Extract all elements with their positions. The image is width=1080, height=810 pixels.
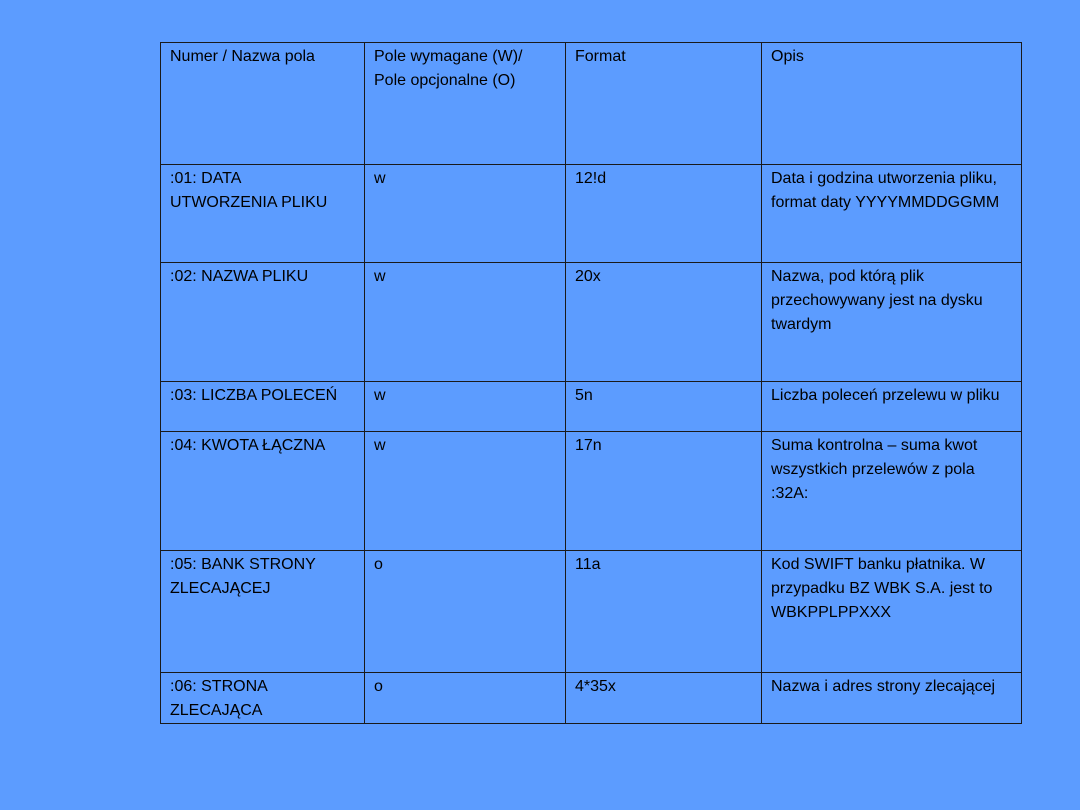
cell-format: 20x bbox=[566, 263, 762, 382]
cell-required: w bbox=[365, 263, 566, 382]
cell-name-line1: :06: STRONA bbox=[170, 678, 268, 695]
header-format bbox=[566, 43, 762, 165]
cell-name bbox=[161, 432, 365, 551]
cell-name bbox=[161, 382, 365, 432]
cell-description: Suma kontrolna – suma kwot wszystkich przelewów z pola :32A: bbox=[762, 432, 1022, 551]
cell-name bbox=[161, 165, 365, 263]
cell-required: o bbox=[365, 673, 566, 724]
cell-name-line2: UTWORZENIA PLIKU bbox=[170, 194, 328, 211]
cell-name bbox=[161, 263, 365, 382]
header-format-text: Format bbox=[575, 48, 626, 65]
cell-description: Kod SWIFT banku płatnika. W przypadku BZ WBK S.A. jest to WBKPPLPPXXX bbox=[762, 551, 1022, 673]
table-row bbox=[161, 432, 1022, 551]
table-row bbox=[161, 551, 1022, 673]
cell-description: Nazwa, pod którą plik przechowywany jest na dysku twardym bbox=[762, 263, 1022, 382]
cell-required: o bbox=[365, 551, 566, 673]
table-row bbox=[161, 673, 1022, 724]
cell-format: 17n bbox=[566, 432, 762, 551]
cell-name-line1: :04: KWOTA ŁĄCZNA bbox=[170, 437, 326, 454]
header-required-line2: Pole opcjonalne (O) bbox=[374, 72, 516, 89]
cell-format: 4*35x bbox=[566, 673, 762, 724]
cell-description: Nazwa i adres strony zlecającej bbox=[762, 673, 1022, 724]
cell-name-line2: ZLECAJĄCEJ bbox=[170, 580, 271, 597]
cell-required: w bbox=[365, 382, 566, 432]
cell-description: Liczba poleceń przelewu w pliku bbox=[762, 382, 1022, 432]
table-header-row bbox=[161, 43, 1022, 165]
header-name-text: Numer / Nazwa pola bbox=[170, 48, 315, 65]
cell-format: 11a bbox=[566, 551, 762, 673]
header-required bbox=[365, 43, 566, 165]
cell-required: w bbox=[365, 432, 566, 551]
header-required-line1: Pole wymagane (W)/ bbox=[374, 48, 523, 65]
table-row bbox=[161, 382, 1022, 432]
cell-name-line2: ZLECAJĄCA bbox=[170, 702, 263, 719]
header-name bbox=[161, 43, 365, 165]
table-row bbox=[161, 165, 1022, 263]
cell-name-line1: :01: DATA bbox=[170, 170, 242, 187]
cell-name bbox=[161, 673, 365, 724]
cell-name bbox=[161, 551, 365, 673]
cell-description: Data i godzina utworzenia pliku, format daty YYYYMMDDGGMM bbox=[762, 165, 1022, 263]
header-description-text: Opis bbox=[771, 48, 804, 65]
cell-name-line1: :02: NAZWA PLIKU bbox=[170, 268, 309, 285]
cell-name-line1: :03: LICZBA POLECEŃ bbox=[170, 387, 338, 404]
cell-name-line1: :05: BANK STRONY bbox=[170, 556, 316, 573]
cell-format: 5n bbox=[566, 382, 762, 432]
field-definition-table bbox=[160, 42, 1022, 724]
cell-required: w bbox=[365, 165, 566, 263]
cell-format: 12!d bbox=[566, 165, 762, 263]
header-description bbox=[762, 43, 1022, 165]
table-row bbox=[161, 263, 1022, 382]
